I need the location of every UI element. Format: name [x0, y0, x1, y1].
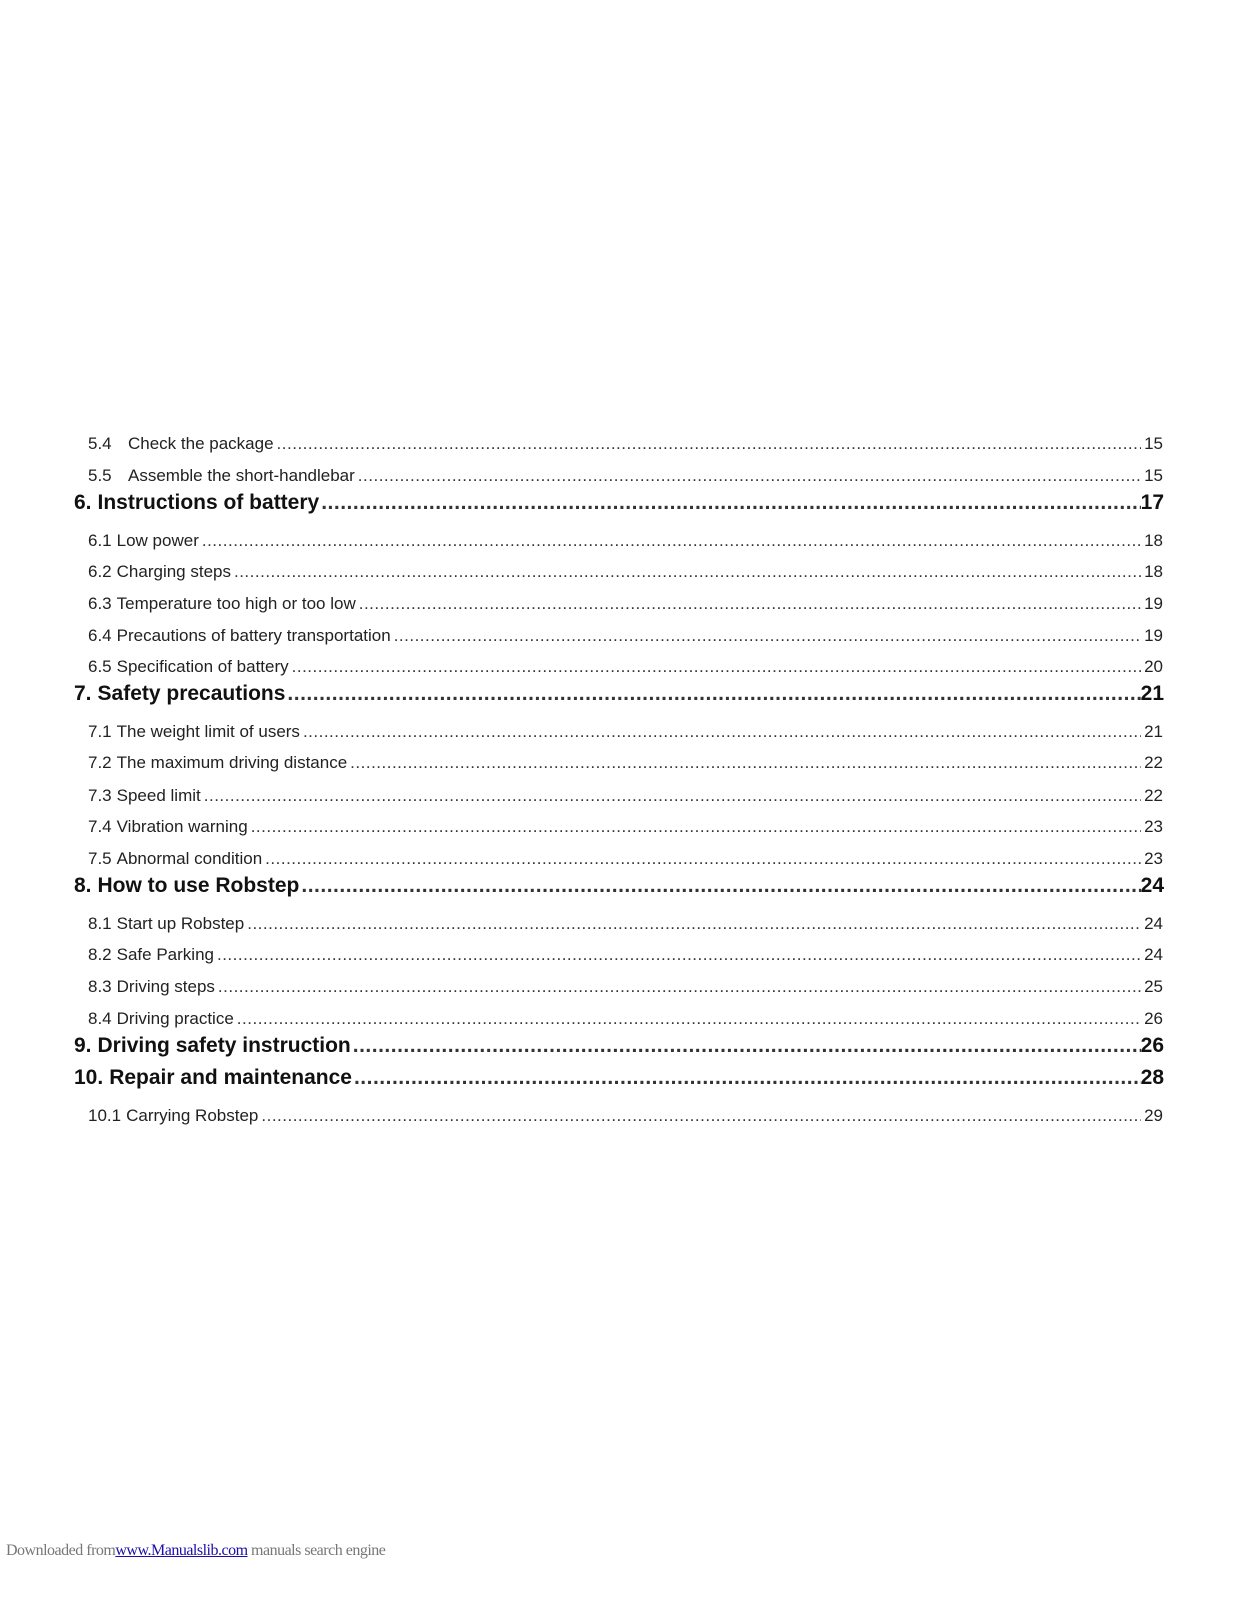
toc-dot-leader [353, 1033, 1141, 1059]
toc-dot-leader [217, 944, 1141, 966]
toc-entry-7-5[interactable] [88, 848, 1163, 870]
toc-entry-8-4[interactable] [88, 1008, 1163, 1030]
toc-entry-number: 6.5 [88, 657, 112, 676]
toc-section-number: 6. [74, 491, 92, 514]
toc-entry-number: 6.3 [88, 594, 112, 613]
toc-section-number: 9. [74, 1034, 92, 1057]
toc-page-number: 26 [1144, 1009, 1163, 1028]
toc-page-number: 22 [1144, 786, 1163, 805]
toc-dot-leader [359, 593, 1141, 615]
toc-dot-leader [247, 913, 1141, 935]
toc-entry-title: Low power [116, 531, 199, 550]
toc-section-8[interactable] [74, 873, 1164, 899]
toc-page-number: 24 [1144, 945, 1163, 964]
toc-entry-number: 5.4 [88, 434, 112, 453]
toc-page-number: 15 [1144, 434, 1163, 453]
toc-dot-leader [265, 848, 1141, 870]
toc-entry-6-4[interactable] [88, 625, 1163, 647]
toc-page-number: 25 [1144, 977, 1163, 996]
toc-entry-title: Abnormal condition [116, 849, 263, 868]
toc-entry-title: Precautions of battery transportation [116, 626, 391, 645]
toc-entry-number: 10.1 [88, 1106, 122, 1125]
toc-dot-leader [350, 752, 1141, 774]
toc-entry-title: Driving practice [116, 1009, 234, 1028]
toc-entry-number: 7.3 [88, 786, 112, 805]
footer-prefix: Downloaded from [6, 1542, 116, 1559]
toc-entry-6-2[interactable] [88, 561, 1163, 583]
toc-page-number: 19 [1144, 626, 1163, 645]
toc-section-title: Instructions of battery [97, 491, 320, 514]
toc-section-title: Repair and maintenance [109, 1066, 352, 1089]
toc-entry-5-5[interactable] [88, 465, 1163, 487]
toc-entry-title: The weight limit of users [116, 722, 300, 741]
toc-entry-title: Charging steps [116, 562, 231, 581]
toc-page-number: 24 [1140, 874, 1164, 897]
toc-page-number: 18 [1144, 531, 1163, 550]
toc-dot-leader [261, 1105, 1141, 1127]
toc-page-number: 20 [1144, 657, 1163, 676]
toc-entry-title: Specification of battery [116, 657, 289, 676]
toc-section-7[interactable] [74, 681, 1164, 707]
toc-entry-5-4[interactable] [88, 433, 1163, 455]
toc-dot-leader [321, 490, 1140, 516]
toc-entry-10-1[interactable] [88, 1105, 1163, 1127]
toc-page-number: 19 [1144, 594, 1163, 613]
manualslib-link[interactable]: www.Manualslib.com [115, 1542, 248, 1559]
toc-entry-number: 8.2 [88, 945, 112, 964]
toc-page-number: 29 [1144, 1106, 1163, 1125]
toc-entry-title: Carrying Robstep [126, 1106, 259, 1125]
toc-entry-number: 6.1 [88, 531, 112, 550]
toc-entry-6-1[interactable] [88, 530, 1163, 552]
toc-section-number: 7. [74, 682, 92, 705]
toc-entry-number: 7.4 [88, 817, 112, 836]
toc-entry-title: Check the package [128, 434, 274, 453]
toc-dot-leader [202, 530, 1141, 552]
toc-entry-title: Driving steps [116, 977, 215, 996]
toc-page-number: 17 [1140, 491, 1164, 514]
toc-page-number: 28 [1140, 1066, 1164, 1089]
footer-suffix: manuals search engine [251, 1542, 386, 1559]
download-footer [6, 1542, 385, 1560]
toc-dot-leader [218, 976, 1141, 998]
toc-section-number: 10. [74, 1066, 104, 1089]
toc-entry-title: Safe Parking [116, 945, 214, 964]
toc-dot-leader [287, 681, 1140, 707]
toc-entry-number: 7.5 [88, 849, 112, 868]
toc-entry-7-3[interactable] [88, 785, 1163, 807]
toc-page-number: 26 [1140, 1034, 1164, 1057]
toc-entry-number: 6.4 [88, 626, 112, 645]
toc-page-number: 18 [1144, 562, 1163, 581]
toc-entry-6-3[interactable] [88, 593, 1163, 615]
toc-entry-number: 8.4 [88, 1009, 112, 1028]
toc-entry-number: 8.3 [88, 977, 112, 996]
toc-section-title: How to use Robstep [97, 874, 300, 897]
toc-entry-title: Assemble the short-handlebar [128, 466, 355, 485]
toc-section-title: Driving safety instruction [97, 1034, 351, 1057]
toc-entry-number: 6.2 [88, 562, 112, 581]
toc-entry-6-5[interactable] [88, 656, 1163, 678]
toc-dot-leader [234, 561, 1141, 583]
toc-entry-8-1[interactable] [88, 913, 1163, 935]
toc-dot-leader [237, 1008, 1141, 1030]
toc-entry-number: 7.1 [88, 722, 112, 741]
toc-dot-leader [292, 656, 1141, 678]
toc-section-title: Safety precautions [97, 682, 286, 705]
toc-entry-7-4[interactable] [88, 816, 1163, 838]
toc-dot-leader [251, 816, 1141, 838]
toc-page-number: 21 [1144, 722, 1163, 741]
toc-dot-leader [301, 873, 1140, 899]
toc-entry-title: Start up Robstep [116, 914, 245, 933]
toc-section-6[interactable] [74, 490, 1164, 516]
toc-entry-7-1[interactable] [88, 721, 1163, 743]
toc-entry-number: 8.1 [88, 914, 112, 933]
toc-entry-title: Vibration warning [116, 817, 248, 836]
toc-dot-leader [358, 465, 1141, 487]
toc-entry-title: Temperature too high or too low [116, 594, 356, 613]
toc-section-9[interactable] [74, 1033, 1164, 1059]
toc-dot-leader [204, 785, 1141, 807]
toc-page-number: 23 [1144, 817, 1163, 836]
toc-dot-leader [394, 625, 1141, 647]
toc-section-10[interactable] [74, 1065, 1164, 1091]
toc-page-number: 24 [1144, 914, 1163, 933]
toc-page-number: 15 [1144, 466, 1163, 485]
toc-entry-number: 5.5 [88, 466, 112, 485]
toc-dot-leader [277, 433, 1142, 455]
toc-page-number: 23 [1144, 849, 1163, 868]
toc-dot-leader [303, 721, 1141, 743]
toc-page-number: 21 [1140, 682, 1164, 705]
toc-entry-title: Speed limit [116, 786, 201, 805]
toc-entry-number: 7.2 [88, 753, 112, 772]
toc-section-number: 8. [74, 874, 92, 897]
toc-page-number: 22 [1144, 753, 1163, 772]
toc-entry-8-3[interactable] [88, 976, 1163, 998]
toc-entry-8-2[interactable] [88, 944, 1163, 966]
toc-entry-title: The maximum driving distance [116, 753, 348, 772]
toc-entry-7-2[interactable] [88, 752, 1163, 774]
toc-dot-leader [354, 1065, 1141, 1091]
